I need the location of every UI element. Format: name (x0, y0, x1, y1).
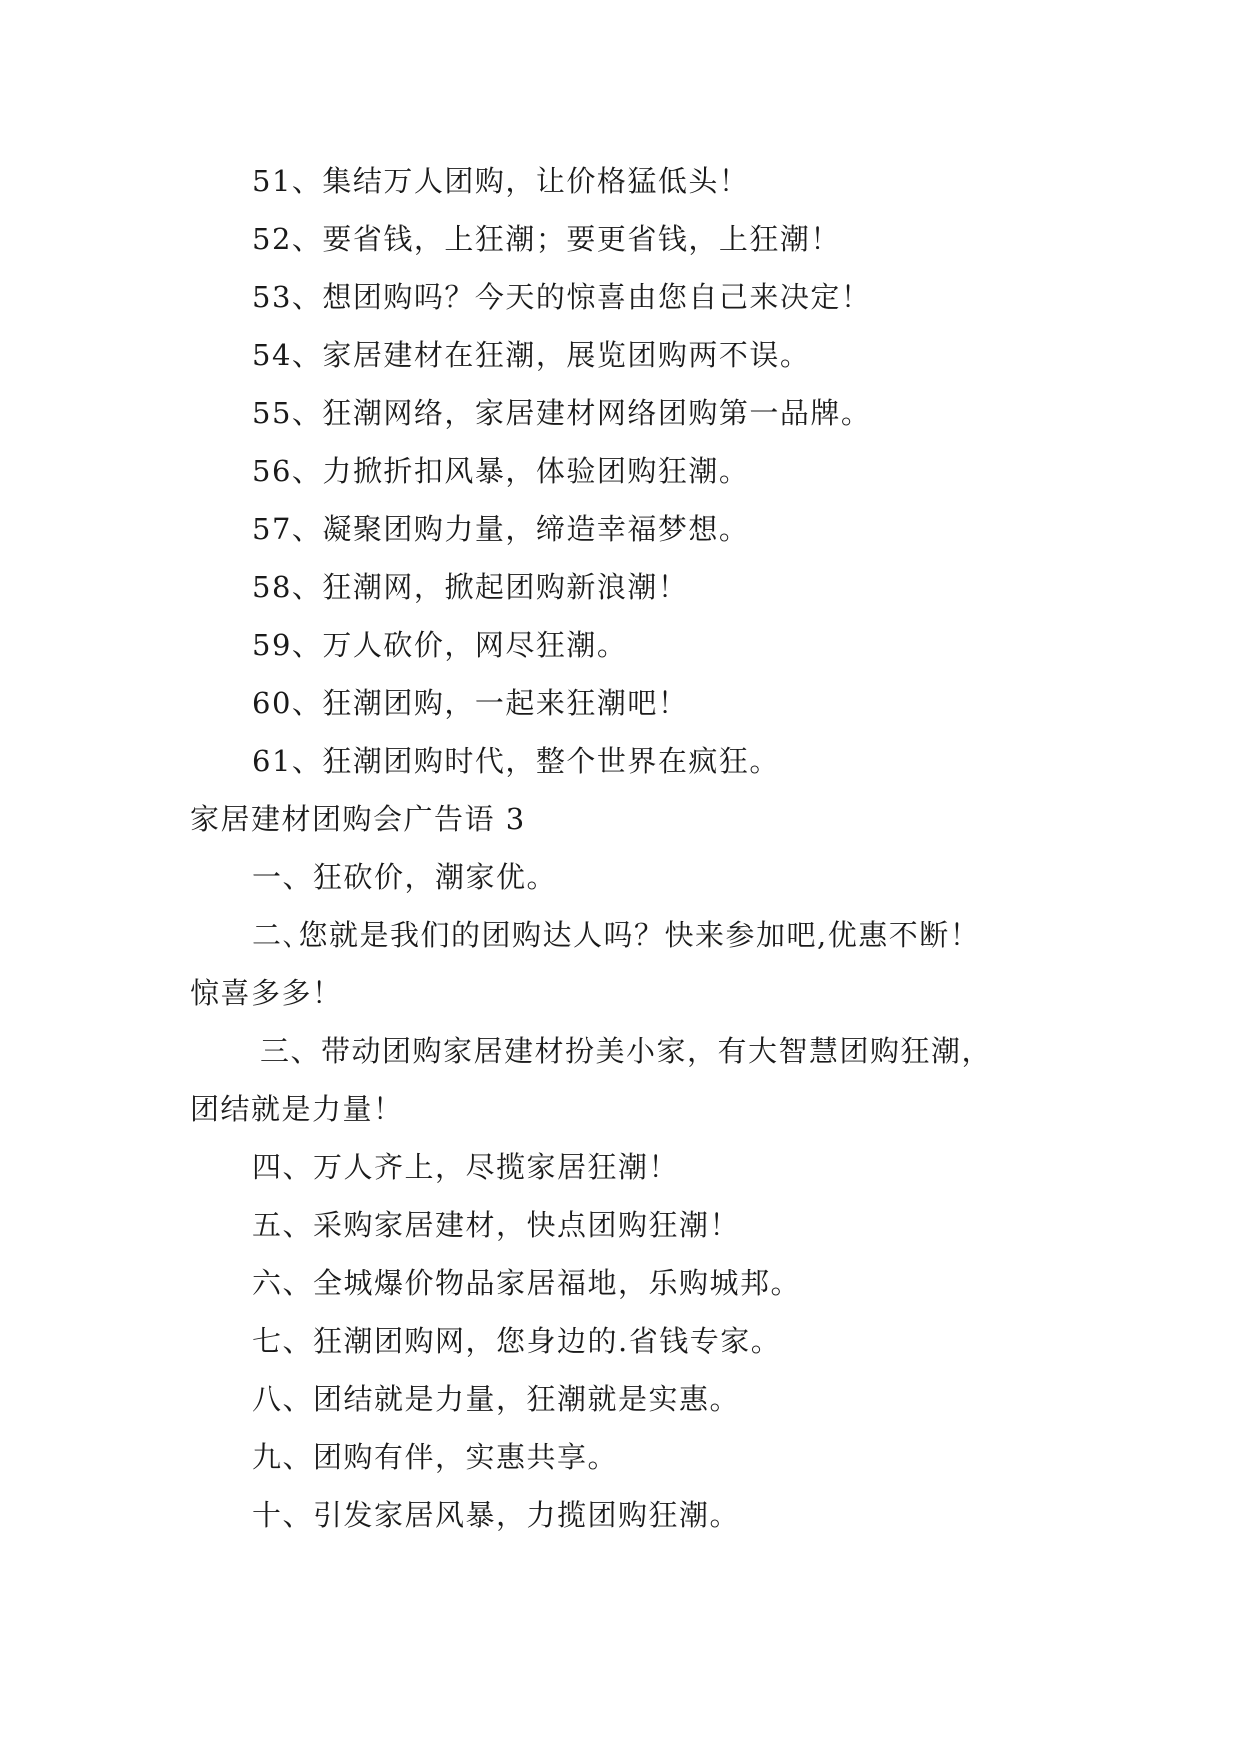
list-item-line: 三、带动团购家居建材扮美小家，有大智慧团购狂潮， (260, 1034, 993, 1068)
list-item: 四、万人齐上，尽揽家居狂潮！ (252, 1150, 680, 1184)
list-item: 56、力掀折扣风暴，体验团购狂潮。 (252, 454, 750, 488)
list-item-line: 惊喜多多！ (190, 976, 343, 1010)
list-item-multiline (190, 906, 1090, 1022)
list-item: 一、狂砍价，潮家优。 (252, 860, 558, 894)
document-body (190, 152, 1090, 1544)
list-item: 八、团结就是力量，狂潮就是实惠。 (252, 1382, 741, 1416)
list-item-line: 二､您就是我们的团购达人吗？快来参加吧,优惠不断！ (252, 918, 981, 952)
list-item: 九、团购有伴，实惠共享。 (252, 1440, 619, 1474)
list-item: 十、引发家居风暴，力揽团购狂潮。 (252, 1498, 741, 1532)
list-item: 55、狂潮网络，家居建材网络团购第一品牌。 (252, 396, 872, 430)
list-item: 61、狂潮团购时代，整个世界在疯狂。 (252, 744, 780, 778)
list-item: 57、凝聚团购力量，缔造幸福梦想。 (252, 512, 750, 546)
list-item: 七、狂潮团购网，您身边的.省钱专家。 (252, 1324, 782, 1358)
section-heading: 家居建材团购会广告语 3 (190, 802, 526, 836)
list-item: 58、狂潮网，掀起团购新浪潮！ (252, 570, 689, 604)
list-item: 52、要省钱，上狂潮；要更省钱，上狂潮！ (252, 222, 841, 256)
list-item: 六、全城爆价物品家居福地，乐购城邦。 (252, 1266, 802, 1300)
list-item-multiline (190, 1022, 1090, 1138)
list-item: 60、狂潮团购，一起来狂潮吧！ (252, 686, 689, 720)
list-item: 54、家居建材在狂潮，展览团购两不误。 (252, 338, 811, 372)
list-item-line: 团结就是力量！ (190, 1092, 404, 1126)
list-item: 51、集结万人团购，让价格猛低头！ (252, 164, 750, 198)
list-item: 53、想团购吗？今天的惊喜由您自己来决定！ (252, 280, 872, 314)
list-item: 五、采购家居建材，快点团购狂潮！ (252, 1208, 741, 1242)
list-item: 59、万人砍价，网尽狂潮。 (252, 628, 628, 662)
